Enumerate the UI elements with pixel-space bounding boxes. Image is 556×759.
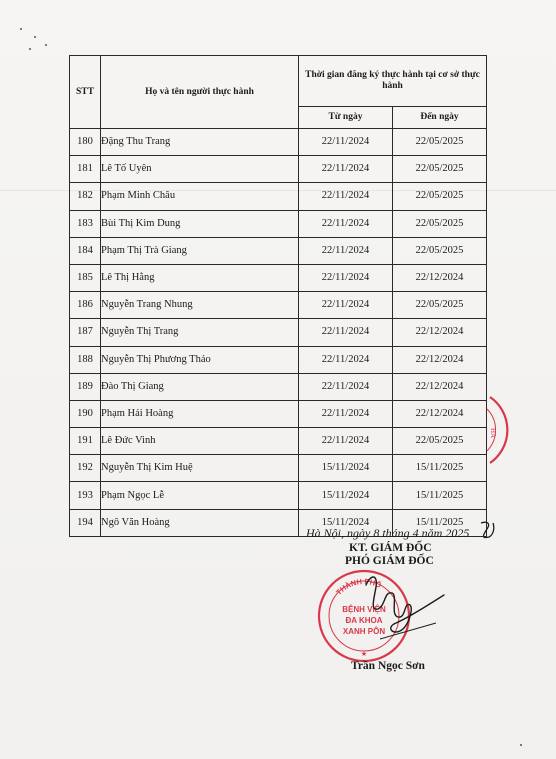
place-date: Hà Nội, ngày 8 tháng 4 năm 2025	[306, 526, 470, 540]
name-cell: Lê Đức Vinh	[101, 428, 299, 455]
to-date-cell: 22/12/2024	[393, 373, 487, 400]
name-cell: Đặng Thu Trang	[101, 129, 299, 156]
stt-cell: 192	[70, 455, 101, 482]
from-date-cell: 15/11/2024	[299, 455, 393, 482]
stt-cell: 189	[70, 373, 101, 400]
to-date-cell: 22/05/2025	[393, 292, 487, 319]
header-name: Họ và tên người thực hành	[101, 56, 299, 129]
to-date-cell: 15/11/2025	[393, 455, 487, 482]
from-date-cell: 22/11/2024	[299, 319, 393, 346]
to-date-cell: 22/12/2024	[393, 319, 487, 346]
name-cell: Nguyễn Thị Phương Thảo	[101, 346, 299, 373]
svg-text:HA: HA	[489, 428, 497, 439]
name-cell: Phạm Thị Trà Giang	[101, 237, 299, 264]
stt-cell: 191	[70, 428, 101, 455]
table-row	[70, 482, 487, 509]
table-row	[70, 346, 487, 373]
name-cell: Phạm Hải Hoàng	[101, 400, 299, 427]
from-date-cell: 15/11/2024	[299, 509, 393, 536]
to-date-cell: 22/05/2025	[393, 129, 487, 156]
from-date-cell: 22/11/2024	[299, 129, 393, 156]
header-to: Đến ngày	[393, 107, 487, 129]
table-row	[70, 400, 487, 427]
from-date-cell: 22/11/2024	[299, 292, 393, 319]
to-date-cell: 22/12/2024	[393, 264, 487, 291]
stt-cell: 182	[70, 183, 101, 210]
name-cell: Nguyễn Trang Nhung	[101, 292, 299, 319]
from-date-cell: 22/11/2024	[299, 428, 393, 455]
stt-cell: 187	[70, 319, 101, 346]
to-date-cell: 15/11/2025	[393, 509, 487, 536]
from-date-cell: 22/11/2024	[299, 210, 393, 237]
to-date-cell: 22/05/2025	[393, 237, 487, 264]
to-date-cell: 22/05/2025	[393, 183, 487, 210]
name-cell: Đào Thị Giang	[101, 373, 299, 400]
stt-cell: 184	[70, 237, 101, 264]
stt-cell: 180	[70, 129, 101, 156]
to-date-cell: 15/11/2025	[393, 482, 487, 509]
stt-cell: 186	[70, 292, 101, 319]
stamp-top-text: THÀNH PHỐ	[334, 576, 383, 597]
from-date-cell: 22/11/2024	[299, 346, 393, 373]
registration-table	[69, 55, 487, 537]
table-row	[70, 183, 487, 210]
stamp-line-3: XANH PÔN	[342, 627, 386, 636]
from-date-cell: 15/11/2024	[299, 482, 393, 509]
stt-cell: 181	[70, 156, 101, 183]
name-cell: Nguyễn Thị Kim Huệ	[101, 455, 299, 482]
from-date-cell: 22/11/2024	[299, 156, 393, 183]
from-date-cell: 22/11/2024	[299, 237, 393, 264]
to-date-cell: 22/05/2025	[393, 428, 487, 455]
table-row	[70, 319, 487, 346]
name-cell: Nguyễn Thị Trang	[101, 319, 299, 346]
table-row	[70, 156, 487, 183]
signer-name: Trần Ngọc Sơn	[351, 660, 425, 672]
header-period: Thời gian đăng ký thực hành tại cơ sở thực hành	[299, 56, 487, 107]
stt-cell: 183	[70, 210, 101, 237]
to-date-cell: 22/05/2025	[393, 156, 487, 183]
stt-cell: 190	[70, 400, 101, 427]
header-stt: STT	[70, 56, 101, 129]
from-date-cell: 22/11/2024	[299, 264, 393, 291]
header-from: Từ ngày	[299, 107, 393, 129]
to-date-cell: 22/12/2024	[393, 346, 487, 373]
table-row	[70, 455, 487, 482]
table-row	[70, 428, 487, 455]
stamp-partial-icon	[486, 395, 516, 465]
from-date-cell: 22/11/2024	[299, 373, 393, 400]
table-row	[70, 129, 487, 156]
from-date-cell: 22/11/2024	[299, 400, 393, 427]
stt-cell: 188	[70, 346, 101, 373]
name-cell: Lê Tố Uyên	[101, 156, 299, 183]
table-row	[70, 373, 487, 400]
stt-cell: 193	[70, 482, 101, 509]
name-cell: Ngô Văn Hoàng	[101, 509, 299, 536]
stamp-line-1: BỆNH VIỆN	[342, 605, 386, 614]
stt-cell: 185	[70, 264, 101, 291]
signature-title-2: PHÓ GIÁM ĐỐC	[345, 555, 434, 567]
signature-title-1: KT. GIÁM ĐỐC	[349, 542, 432, 554]
handwritten-mark-icon	[477, 519, 499, 541]
handwritten-signature-icon	[340, 565, 450, 655]
name-cell: Bùi Thị Kim Dung	[101, 210, 299, 237]
table-body	[70, 129, 487, 537]
svg-text:★: ★	[360, 651, 368, 658]
table-row	[70, 264, 487, 291]
table-row	[70, 292, 487, 319]
name-cell: Phạm Minh Châu	[101, 183, 299, 210]
table-row	[70, 210, 487, 237]
to-date-cell: 22/12/2024	[393, 400, 487, 427]
stt-cell: 194	[70, 509, 101, 536]
name-cell: Phạm Ngọc Lễ	[101, 482, 299, 509]
from-date-cell: 22/11/2024	[299, 183, 393, 210]
to-date-cell: 22/05/2025	[393, 210, 487, 237]
name-cell: Lê Thị Hằng	[101, 264, 299, 291]
stamp-line-2: ĐA KHOA	[345, 616, 383, 625]
table-row	[70, 237, 487, 264]
